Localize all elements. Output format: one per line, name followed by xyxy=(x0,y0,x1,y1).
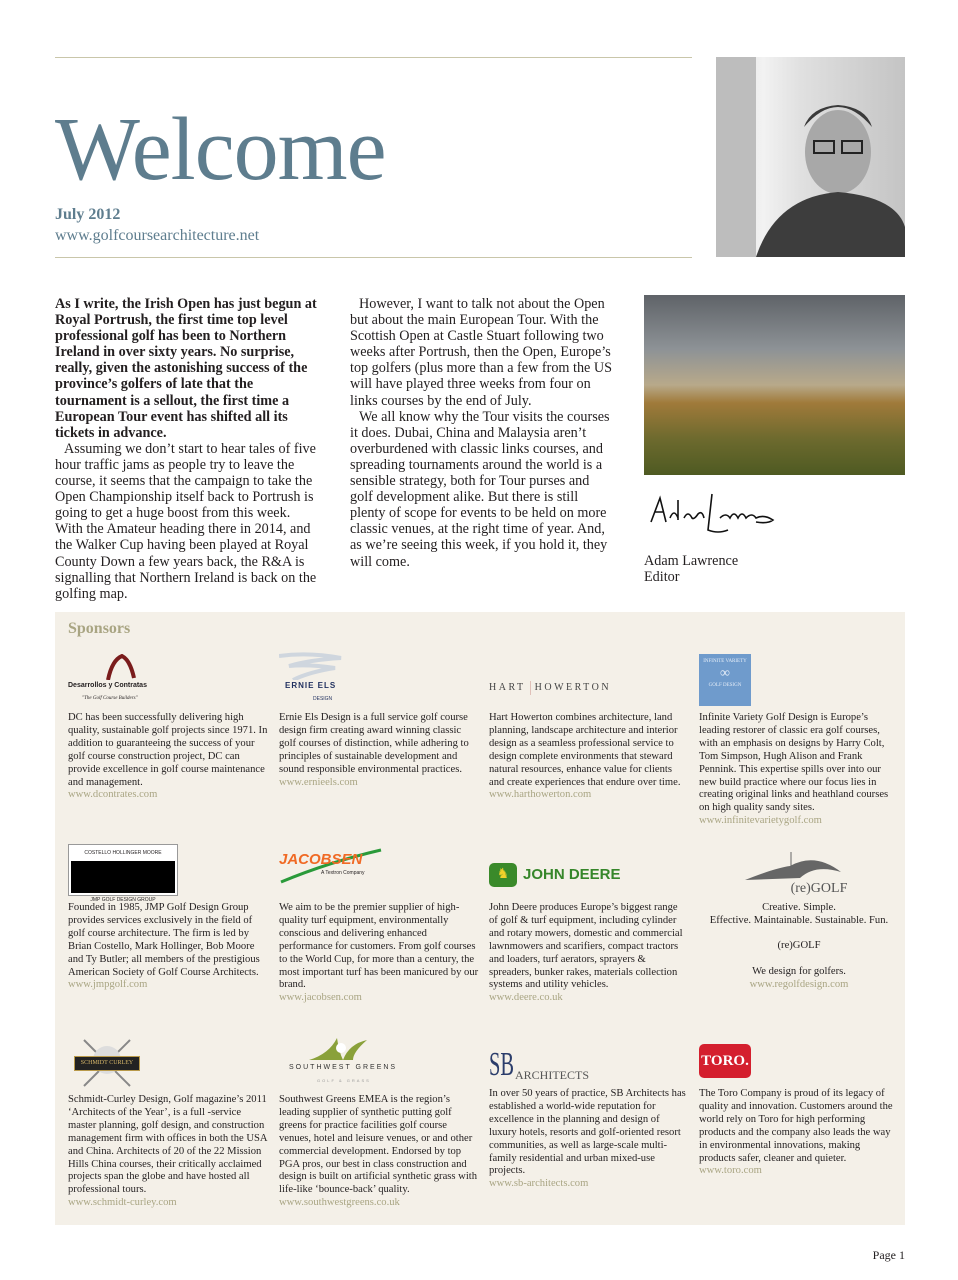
sponsor-text: Infinite Variety Golf Design is Europe’s leading restorer of classic era golf courses, with an emphasis on designs by Harry Colt, Tom Simpson, Hugh Alison and Frank Pennink. This expertise spills over into our new build practice where our focus lies in creating original links and heathland courses on high quality sandy sites. xyxy=(699,712,889,814)
sponsor-southwest-greens xyxy=(279,1030,479,1210)
sponsor-text: Creative. Simple. xyxy=(762,902,836,913)
sponsor-jmp xyxy=(68,838,268,992)
page-number: Page 1 xyxy=(872,1248,905,1262)
toro-logo: TORO. xyxy=(699,1030,899,1082)
article-paragraph: Assuming we don’t start to hear tales of five hour traffic jams as people try to leave the course, it seems that the campaign to take the Open Championship itself back to Portrush is going to get a huge boost from this week. With the Amateur heading there in 2014, and the Walker Cup having been played at Royal County Down a few years back, the R&A is signalling that Northern Ireland is back on the golfing map. xyxy=(55,440,317,602)
sponsor-text: (re)GOLF xyxy=(777,939,821,951)
dc-logo: Desarrollos y Contratas "The Golf Course Builders" xyxy=(68,648,268,706)
sponsor-url[interactable]: www.jmpgolf.com xyxy=(68,979,148,991)
regolf-logo: (re)GOLF xyxy=(699,838,899,896)
jmp-logo: COSTELLO HOLLINGER MOORE JMP GOLF DESIGN GROUP xyxy=(68,838,268,896)
schmidt-curley-logo: SCHMIDT CURLEY xyxy=(68,1030,268,1088)
sb-architects-logo: SB ARCHITECTS xyxy=(489,1046,590,1083)
sponsor-url[interactable]: www.toro.com xyxy=(699,1165,762,1177)
sponsor-text: Ernie Els Design is a full service golf course design firm creating award winning classic golf courses of distinction, while adhering to principles of sustainable development and sound responsible environmental practices. xyxy=(279,712,469,775)
sponsor-text: Hart Howerton combines architecture, land planning, landscape architecture and interior design as a seamless professional service to design complete environments that steward natural resources, enhance value for clients and create experiences that endure over time. xyxy=(489,712,681,788)
header-rule xyxy=(55,257,692,258)
deer-icon: ♞ xyxy=(489,863,517,887)
john-deere-logo: ♞ JOHN DEERE xyxy=(489,838,689,896)
sponsor-text: The Toro Company is proud of its legacy of quality and innovation. Customers around the world rely on Toro for high performing products and the company also leads the way in environmental innovations, making products safer, cleaner and quieter. xyxy=(699,1088,893,1164)
hart-howerton-logo: HART HOWERTON xyxy=(489,648,689,706)
sponsor-text: DC has been successfully delivering high quality, sustainable golf projects since 1971. In addition to guaranteeing the success of your golf course construction project, DC can provide excellence in golf course maintenance and management. xyxy=(68,712,268,788)
sponsor-text: Effective. Maintainable. Sustainable. Fun. xyxy=(709,914,889,926)
article-paragraph: We all know why the Tour visits the courses it does. Dubai, China and Malaysia aren’t overburdened with classic links courses, and spreading tournaments around the world is a sensible strategy, both for Tour purses and golf development alike. But there is still plenty of scope for events to be held on more classic venues, at the right time of year. And, as we’re seeing this week, if you hold it, they will come. xyxy=(350,408,610,570)
sponsors-panel xyxy=(55,612,905,1225)
ernie-els-logo: ERNIE ELS DESIGN xyxy=(279,648,479,706)
sponsor-url[interactable]: www.dcontrates.com xyxy=(68,789,158,801)
editor-name: Adam Lawrence xyxy=(644,553,739,569)
editor-credit xyxy=(644,553,738,585)
sponsor-url[interactable]: www.sb-architects.com xyxy=(489,1178,589,1190)
sponsor-url[interactable]: www.infinitevarietygolf.com xyxy=(699,815,822,827)
sponsor-hart-howerton xyxy=(489,648,689,802)
sponsor-infinite-variety xyxy=(699,648,899,828)
sponsor-schmidt-curley xyxy=(68,1030,268,1210)
sponsor-text: We aim to be the premier supplier of high-quality turf equipment, environmentally conscious and delivering enhanced performance for customers. From golf courses to the World Cup, for more than a century, the most important turf has been manicured by our brand. xyxy=(279,902,479,991)
sponsor-url[interactable]: www.jacobsen.com xyxy=(279,992,362,1004)
sponsor-url[interactable]: www.harthowerton.com xyxy=(489,789,592,801)
sponsor-url[interactable]: www.deere.co.uk xyxy=(489,992,563,1004)
article-lead: As I write, the Irish Open has just begun at Royal Portrush, the first time top level professional golf has been to Northern Ireland in over sixty years. No surprise, really, given the astonishing success of the province’s golfers of late that the tournament is a sellout, the first time a European Tour event has shifted all its tickets in advance. xyxy=(55,296,317,441)
sponsor-dc xyxy=(68,648,268,802)
issue-date: July 2012 xyxy=(55,206,121,223)
site-url[interactable]: www.golfcoursearchitecture.net xyxy=(55,227,260,244)
sponsor-url[interactable]: www.regolfdesign.com xyxy=(749,978,849,990)
article-column-2 xyxy=(350,296,612,570)
sponsor-regolf xyxy=(699,838,899,992)
sponsor-text: Southwest Greens EMEA is the region’s leading supplier of synthetic putting golf greens for practice facilities golf course venues, hotel and leisure venues, or and other commercial development. Endorsed by top PGA pros, our best in class construction and design is built on artificial synthetic grass with life-like ‘bounce-back’ quality. xyxy=(279,1094,478,1196)
sponsor-text: John Deere produces Europe’s biggest range of golf & turf equipment, including cylinder and rotary mowers, domestic and commercial lawnmowers and scarifiers, compact tractors and loaders, turf aerators, sprayers & spreaders, bunker rakes, materials collection systems and utility vehicles. xyxy=(489,902,683,991)
editor-portrait xyxy=(716,57,905,257)
sponsor-url[interactable]: www.ernieels.com xyxy=(279,776,358,788)
golf-course-photo xyxy=(644,295,905,475)
sponsor-text: In over 50 years of practice, SB Architects has established a world-wide reputation for excellence in the planning and design of luxury hotels, resorts and golf-oriented resort communities, as well as large-scale multi-family residential and urban mixed-use projects. xyxy=(489,1088,686,1177)
page-title: Welcome xyxy=(55,100,386,199)
editor-role: Editor xyxy=(644,569,680,585)
editor-signature xyxy=(648,490,783,540)
article-column-1 xyxy=(55,296,317,602)
article-paragraph: However, I want to talk not about the Open but about the main European Tour. With the Scottish Open at Castle Stuart following two weeks after Portrush, then the Open, Europe’s top golfers (plus more than a few from the US will have played three weeks from four on links courses by the end of July. xyxy=(350,296,613,409)
sponsors-heading: Sponsors xyxy=(68,620,131,637)
sponsor-url[interactable]: www.schmidt-curley.com xyxy=(68,1197,177,1209)
sponsor-text: Schmidt-Curley Design, Golf magazine’s 2011 ‘Architects of the Year’, is a full -service master planning, golf design, and construction management firm with offices in both the USA and China. Architects of 20 of the 22 Mission Hills China courses, their critically acclaimed projects span the globe and have hosted all professional tours. xyxy=(68,1094,267,1196)
sponsor-ernie-els xyxy=(279,648,479,789)
sponsor-text: We design for golfers. xyxy=(752,965,846,977)
sponsor-john-deere xyxy=(489,838,689,1005)
sponsor-text: Founded in 1985, JMP Golf Design Group provides services exclusively in the field of golf course architecture. The firm is led by Brian Costello, Mark Hollinger, Bob Moore and Ty Butler; all members of the prestigious American Society of Golf Course Architects. xyxy=(68,902,260,978)
sponsor-url[interactable]: www.southwestgreens.co.uk xyxy=(279,1197,400,1209)
jacobsen-logo: JACOBSEN A Textron Company xyxy=(279,838,479,896)
infinite-variety-logo: INFINITE VARIETY ∞ GOLF DESIGN xyxy=(699,648,899,706)
southwest-greens-logo: SOUTHWEST GREENS GOLF & GRASS xyxy=(279,1030,479,1088)
sponsor-toro xyxy=(699,1030,899,1178)
sponsor-jacobsen xyxy=(279,838,479,1005)
top-rule xyxy=(55,57,692,58)
sponsor-sb-architects xyxy=(489,1030,689,1191)
